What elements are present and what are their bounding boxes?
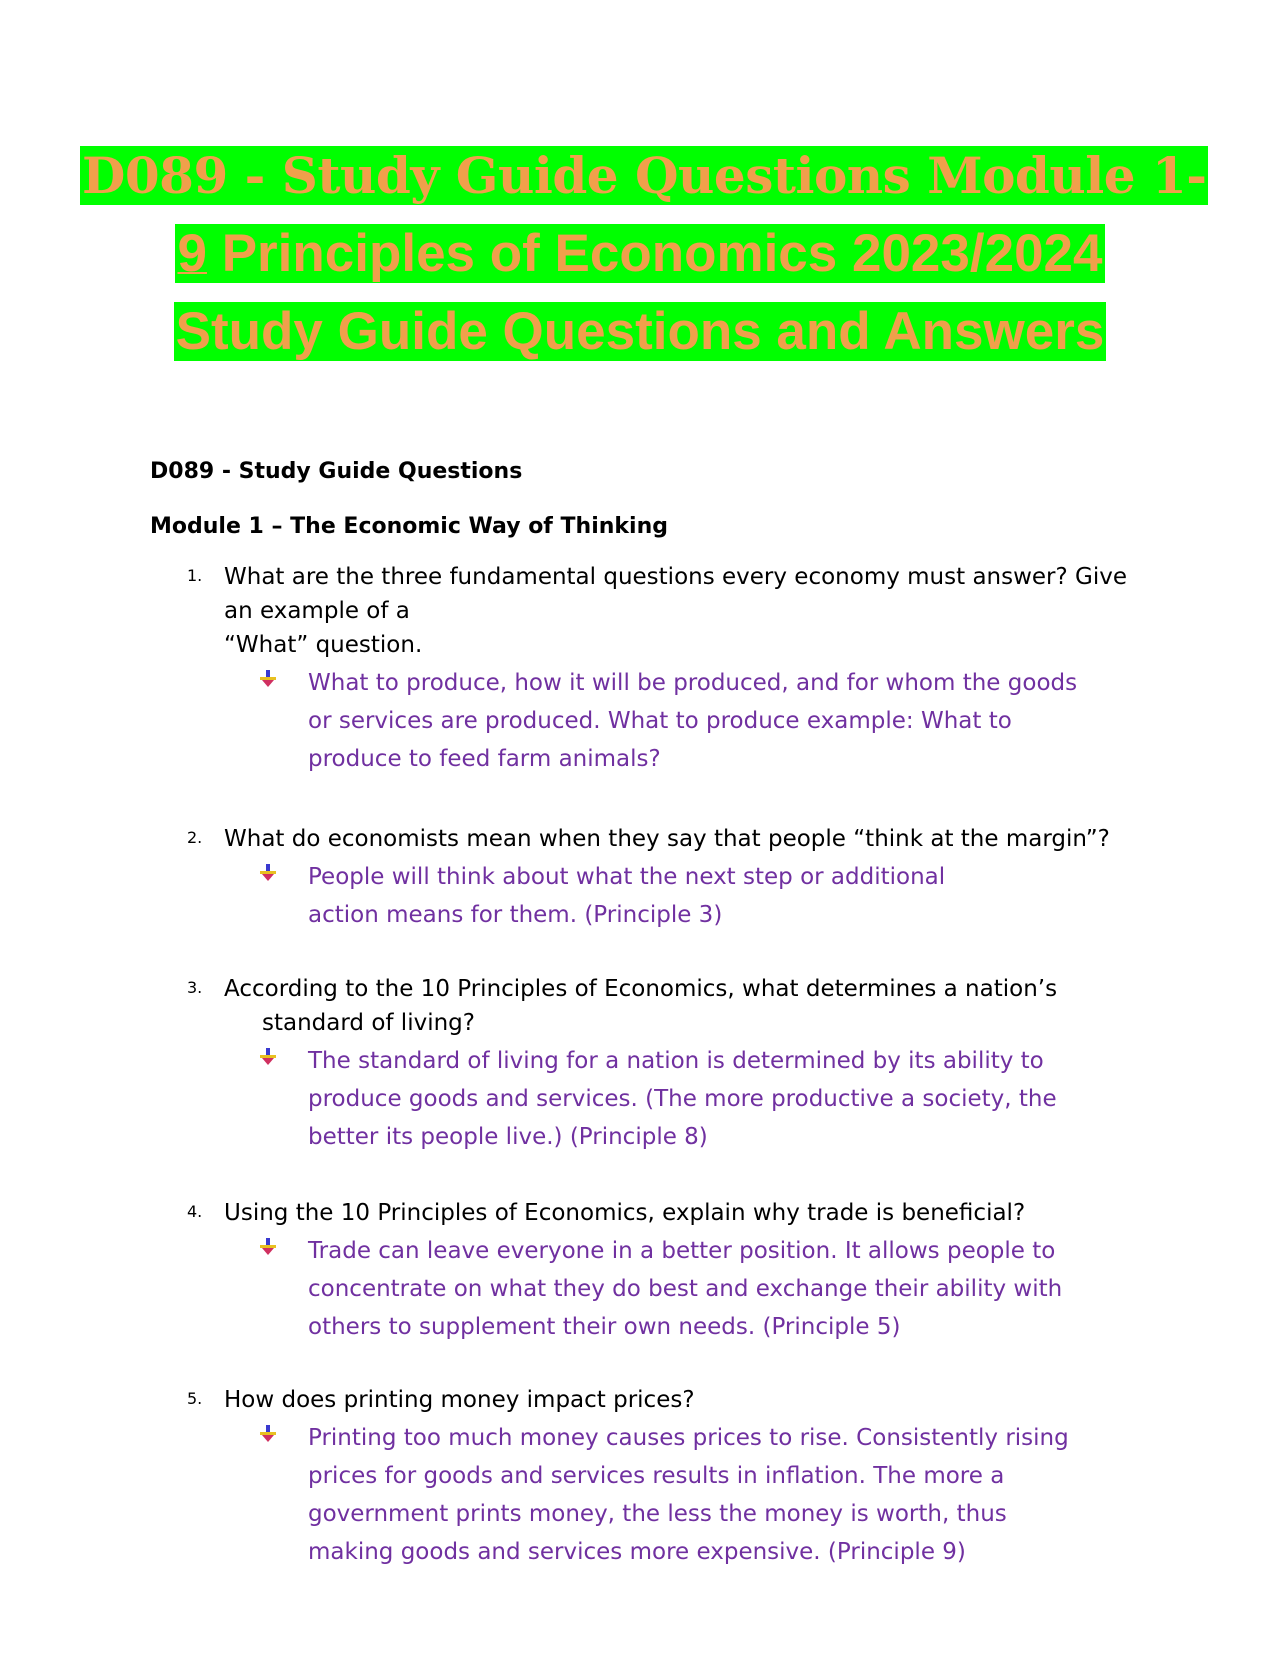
question-number: 3. xyxy=(187,978,203,997)
question-item xyxy=(187,972,1167,1156)
title-line-2-text: Principles of Economics 2023/2024 xyxy=(206,224,1103,283)
answer xyxy=(298,664,1088,778)
document-title xyxy=(80,143,1207,377)
down-arrow-icon xyxy=(260,1238,276,1256)
question-item xyxy=(187,822,1167,934)
answer xyxy=(298,1419,1098,1571)
answer-text: Printing too much money causes prices to rise. Consistently rising prices for goods and services results in inflation. The more a government prints money, the less the money is worth, thus making goods and services more expensive. (Principle 9) xyxy=(308,1425,1069,1565)
question-number: 2. xyxy=(187,828,203,847)
question-text: What are the three fundamental questions every economy must answer? Give an example of a “What” question. xyxy=(224,564,1128,658)
down-arrow-icon xyxy=(260,670,276,688)
answer xyxy=(298,1232,1078,1346)
title-line-1: D089 - Study Guide Questions Module 1- xyxy=(82,146,1207,205)
down-arrow-icon xyxy=(260,864,276,882)
question-item xyxy=(187,1383,1167,1571)
down-arrow-icon xyxy=(260,1425,276,1443)
answer xyxy=(298,1042,1058,1156)
answer-text: The standard of living for a nation is determined by its ability to produce goods and services. (The more productive a society, the better its people live.) (Principle 8) xyxy=(308,1048,1057,1150)
question-text: What do economists mean when they say that people “think at the margin”? xyxy=(224,826,1110,852)
answer xyxy=(298,858,978,934)
answer-text: Trade can leave everyone in a better position. It allows people to concentrate on what they do best and exchange their ability with others to supplement their own needs. (Principle 5) xyxy=(308,1238,1063,1340)
module-heading: Module 1 – The Economic Way of Thinking xyxy=(150,514,668,539)
title-line-2 xyxy=(175,224,1104,283)
question-number: 4. xyxy=(187,1202,203,1221)
question-text: Using the 10 Principles of Economics, explain why trade is beneficial? xyxy=(224,1200,1026,1226)
answer-text: People will think about what the next step or additional action means for them. (Principle 3) xyxy=(308,864,946,928)
question-text: How does printing money impact prices? xyxy=(224,1387,695,1413)
question-number: 1. xyxy=(187,566,203,585)
question-item xyxy=(187,560,1167,778)
document-heading: D089 - Study Guide Questions xyxy=(150,459,523,484)
title-line-3: Study Guide Questions and Answers xyxy=(175,302,1105,361)
answer-text: What to produce, how it will be produced, and for whom the goods or services are produced. What to produce example: What to produce to feed farm animals? xyxy=(308,670,1078,772)
question-text: According to the 10 Principles of Economics, what determines a nation’s standard of living? xyxy=(224,976,1058,1036)
down-arrow-icon xyxy=(260,1048,276,1066)
question-number: 5. xyxy=(187,1389,203,1408)
question-item xyxy=(187,1196,1167,1346)
title-line-2-number: 9 xyxy=(177,224,207,283)
